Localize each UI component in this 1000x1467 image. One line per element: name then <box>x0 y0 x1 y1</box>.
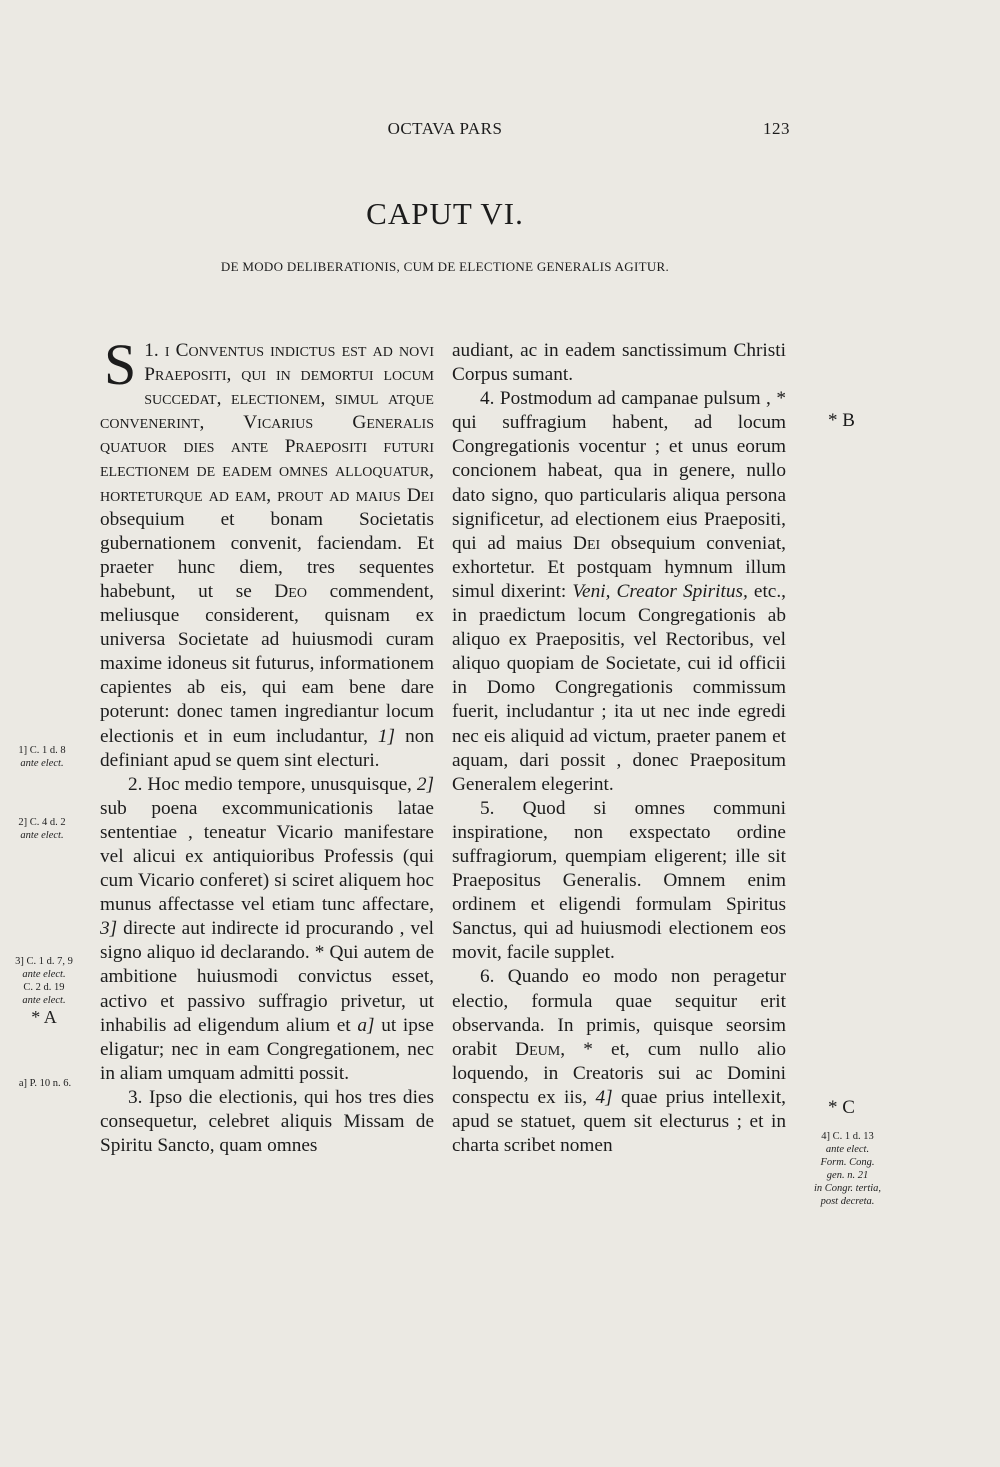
note-line: C. 2 d. 19 <box>23 982 65 993</box>
paragraph-6 <box>452 965 786 1158</box>
paragraph-5 <box>452 797 786 966</box>
marker-c: * C <box>828 1097 855 1118</box>
deo-word: Deo <box>274 580 307 602</box>
text-segment: i Conventus indictus est ad novi Praepositi, qui in demortui locum succedat, electionem, simul atque convenerint, Vicarius Generalis quatuor dies ante Praepositi futuri electionem de eadem omnes alloquatur, horteturque ad eam, prout ad maius <box>100 340 434 506</box>
margin-note-4 <box>4 1077 86 1090</box>
paragraph-4 <box>452 387 786 797</box>
note-line: 2] C. 4 d. 2 <box>18 817 66 828</box>
paragraph-2 <box>100 773 434 1086</box>
text-segment: quae prius intellexit, apud se statuet, quem sit electurus ; et in charta scribet nomen <box>452 1086 787 1157</box>
text-segment: etc., in praedictum locum Congregationis ab aliquo ex Praepositis, vel Rectoribus, vel aliquo quopiam de Societate, cui id officii in Domo Congregationis commissum fuerit, includantur ; ita ut nec inde egredi nec eis aliquid ad victum, praeter panem et aquam, dari possit , donec Praepositum Generalem elegerint. <box>452 580 786 795</box>
note-line: ante elect. <box>825 1144 870 1155</box>
footnote-ref: 1] <box>377 725 396 747</box>
marker-a: * A <box>31 1007 57 1027</box>
margin-note-1 <box>8 744 76 770</box>
note-line: 1] C. 1 d. 8 <box>18 745 66 756</box>
text-segment: obsequium et bonam Societatis gubernationem convenit, faciendam. Et praeter hunc diem, tres sequentes habebunt, ut se <box>100 508 434 602</box>
note-line: ante elect. <box>22 969 66 980</box>
footnote-ref: a] <box>357 1014 375 1036</box>
footnote-ref: 3] <box>100 918 118 940</box>
paragraph-3 <box>100 1086 434 1158</box>
text-segment: obsequium conveniat, exhortetur. Et postquam hymnum illum simul dixerint: <box>452 532 787 602</box>
text-segment: 5. Quod si omnes communi inspiratione, non exspectato ordine suffragiorum, quempiam eligerent; ille sit Praepositus Generalis. Omnem enim ordinem et eligendi formulam Spiritus Sanctus, qui ad huiusmodi electionem eos movit, facile supplet. <box>452 797 786 964</box>
text-segment: , * et, cum nullo alio loquendo, in Creatoris sui ac Domini conspectu ex iis, <box>452 1038 787 1108</box>
text-segment: 3. Ipso die electionis, qui hos tres dies consequetur, celebret aliquis Missam de Spiritu Sancto, quam omnes <box>100 1086 434 1157</box>
text-segment: 4. Postmodum ad campanae pulsum , * qui suffragium habent, ad locum Congregationis vocentur ; et unus eorum concionem habeat, qua in genere, nullo dato signo, quo particularis aliqua persona significetur, ad electionem eius Praepositi, qui ad maius <box>452 388 786 554</box>
drop-cap: S <box>104 332 137 397</box>
marker-b: * B <box>828 410 855 431</box>
deum-word: Deum <box>515 1038 561 1060</box>
text-segment: audiant, ac in eadem sanctissimum Christi Corpus sumant. <box>452 340 786 386</box>
note-line: post decreta. <box>820 1196 875 1207</box>
note-line: ante elect. <box>22 995 66 1006</box>
hymn-title: Veni, Creator Spiritus, <box>572 580 748 602</box>
text-segment: sub poena excommunicationis latae sententiae , teneatur Vicario manifestare vel alicui ex antiquioribus Professis (qui cum Vicario conferet) si sciret aliquem hoc munus affectasse vel etiam tunc affectare, <box>100 797 434 916</box>
text-segment: directe aut indirecte id procurando , vel signo aliquo id declarando. * Qui autem de ambitione huiusmodi convictus esset, activo et passivo suffragio privetur, ut inhabilis ad eligendum alium et <box>100 918 434 1036</box>
note-line: gen. n. 21 <box>826 1170 869 1181</box>
note-line: Form. Cong. <box>820 1157 875 1168</box>
margin-note-2 <box>8 816 76 842</box>
section-title: OCTAVA PARS <box>387 119 503 138</box>
note-line: in Congr. tertia, <box>813 1183 882 1194</box>
note-line: 4] C. 1 d. 13 <box>821 1131 874 1142</box>
text-segment: commendent, meliusque considerent, quisnam ex universa Societate ad huiusmodi curam maxime idoneus sit futurus, informationem capientes ab eis, qui eam bene dare poterunt: donec tamen ingrediantur locum electionis et in eum includantur, <box>100 580 434 747</box>
dei-word: Dei <box>406 484 434 506</box>
text-segment: non definiant apud se quem sint electuri. <box>100 725 434 771</box>
footnote-ref: 4] <box>595 1086 613 1108</box>
page-number: 123 <box>763 119 790 138</box>
margin-note-5 <box>795 1130 900 1208</box>
left-column <box>100 332 434 1158</box>
margin-note-3 <box>4 955 84 1027</box>
chapter-subtitle: DE MODO DELIBERATIONIS, CUM DE ELECTIONE GENERALIS AGITUR. <box>220 259 670 274</box>
note-line: 3] C. 1 d. 7, 9 <box>15 956 73 967</box>
note-line: ante elect. <box>20 830 64 841</box>
chapter-title: CAPUT VI. <box>366 196 524 231</box>
paragraph-3-continued <box>452 339 786 387</box>
text-segment: 2. Hoc medio tempore, unusquisque, <box>127 773 417 795</box>
paragraph-number: 1. <box>144 340 159 361</box>
right-column <box>452 339 786 1158</box>
footnote-ref: 2] <box>416 773 434 795</box>
paragraph-1 <box>100 332 434 773</box>
text-segment: 6. Quando eo modo non peragetur electio, formula quae sequitur erit observanda. In primis, quisque seorsim orabit <box>452 966 786 1060</box>
dei-word: Dei <box>573 532 601 554</box>
note-line: ante elect. <box>20 758 64 769</box>
note-line: a] P. 10 n. 6. <box>18 1078 72 1089</box>
text-segment: ut ipse eligatur; nec in eam Congregationem, nec in aliam umquam admitti possit. <box>100 1014 434 1084</box>
